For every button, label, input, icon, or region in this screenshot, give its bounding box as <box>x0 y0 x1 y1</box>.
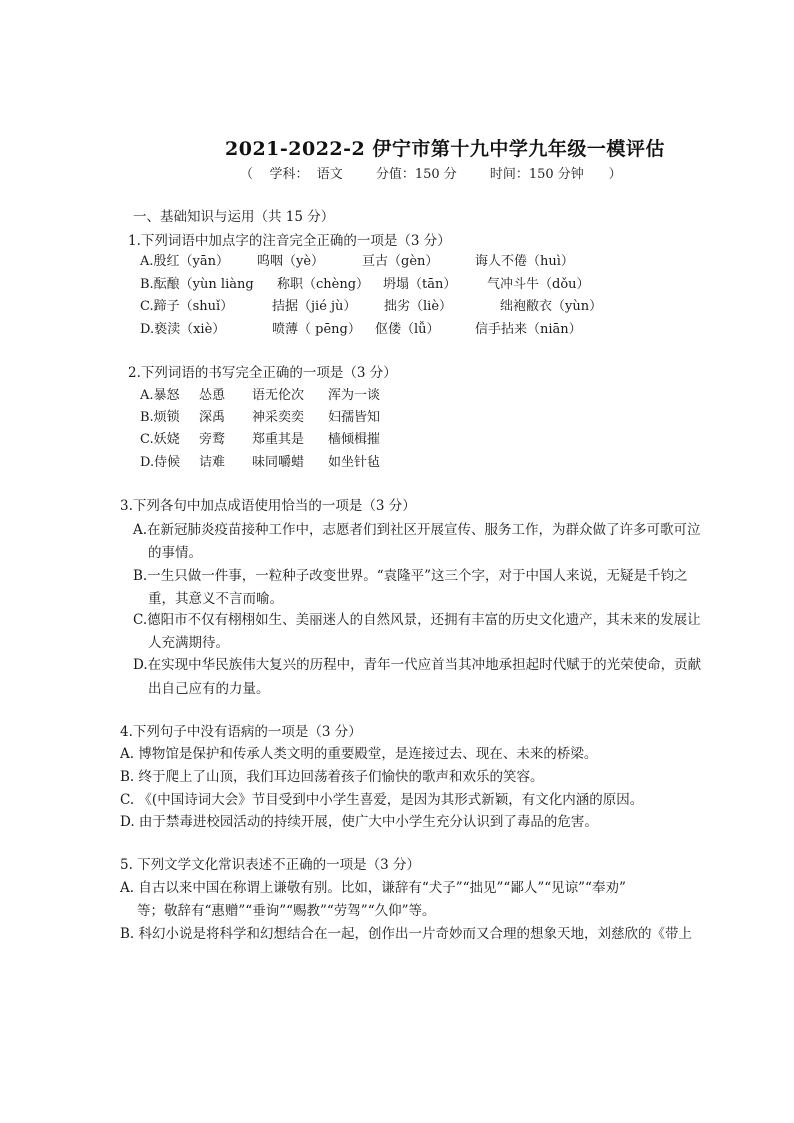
q2-c-word-4: 樯倾楫摧 <box>328 432 381 447</box>
q2-c-word-2: 旁鹜 <box>199 432 226 447</box>
q2-a-word-1: A.暴怒 <box>140 388 180 403</box>
question-3-option-c-cont: 人充满期待。 <box>148 635 229 651</box>
question-5-option-a-cont: 等；敬辞有“惠赠”“垂询”“赐教”“劳驾”“久仰”等。 <box>137 903 436 919</box>
q2-d-word-2: 诘难 <box>199 455 226 470</box>
exam-info: （ 学科： 语文 分值：150 分 时间：150 分钟 ） <box>240 167 622 182</box>
section-heading: 一、基础知识与运用（共 15 分） <box>133 209 335 225</box>
question-3-option-a-cont: 的事情。 <box>148 545 202 561</box>
question-5-stem: 5. 下列文学文化常识表述不正确的一项是（3 分） <box>120 857 421 873</box>
q1-b-word-1: B.酝酿（yùn liàng <box>140 277 254 292</box>
q1-d-word-1: D.亵渎（xiè） <box>140 322 226 337</box>
question-4-option-c: C. 《(中国诗词大会》节目受到中小学生喜爱，是因为其形式新颖，有文化内涵的原因。 <box>120 792 644 808</box>
question-3-option-b-cont: 重，其意义不言而喻。 <box>148 591 283 607</box>
question-3-option-c: C.德阳市不仅有栩栩如生、美丽迷人的自然风景，还拥有丰富的历史文化遗产，其未来的发展让 <box>133 612 701 628</box>
q1-a-word-1: A.殷红（yān） <box>140 254 229 269</box>
q2-b-word-4: 妇孺皆知 <box>328 410 381 425</box>
question-3-option-d-cont: 出自己应有的力量。 <box>148 681 270 697</box>
q2-b-word-2: 深禹 <box>199 410 226 425</box>
question-5-option-b: B. 科幻小说是将科学和幻想结合在一起，创作出一片奇妙而又合理的想象天地，刘慈欣的《带上 <box>120 926 693 942</box>
q1-a-word-3: 亘古（gèn） <box>362 254 439 269</box>
q2-d-word-4: 如坐针毡 <box>328 455 381 470</box>
q2-a-word-3: 语无伦次 <box>252 388 305 403</box>
q2-c-word-1: C.妖娆 <box>140 432 180 447</box>
q1-a-word-4: 诲人不倦（huì） <box>475 254 574 269</box>
question-4-option-b: B. 终于爬上了山顶，我们耳边回荡着孩子们愉快的歌声和欢乐的笑容。 <box>120 769 544 785</box>
question-3-option-d: D.在实现中华民族伟大复兴的历程中，青年一代应首当其冲地承担起时代赋于的光荣使命，贡献 <box>133 657 702 673</box>
q1-d-word-4: 信手拈来（niān） <box>475 322 582 337</box>
question-3-option-b: B.一生只做一件事，一粒种子改变世界。“袁隆平”这三个字，对于中国人来说，无疑是千钧之 <box>133 568 688 584</box>
question-4-stem: 4.下列句子中没有语病的一项是（3 分） <box>120 724 362 740</box>
q2-a-word-4: 浑为一谈 <box>328 388 381 403</box>
question-3-option-a: A.在新冠肺炎疫苗接种工作中，志愿者们到社区开展宣传、服务工作，为群众做了许多可歌可泣 <box>133 522 701 538</box>
q2-b-word-1: B.烦锁 <box>140 410 180 425</box>
q1-b-word-3: 坍塌（tān） <box>383 277 457 292</box>
q2-b-word-3: 神采奕奕 <box>252 410 305 425</box>
q1-d-word-3: 伛偻（lǚ） <box>375 322 440 337</box>
q1-b-word-4: 气冲斗牛（dǒu） <box>487 277 590 292</box>
q1-b-word-2: 称职（chèng） <box>277 277 370 292</box>
q2-d-word-1: D.侍候 <box>140 455 181 470</box>
question-5-option-a: A. 自古以来中国在称谓上谦敬有别。比如，谦辞有“犬子”“拙见”“鄙人”“见谅”“奉劝” <box>120 880 626 896</box>
q1-d-word-2: 喷薄（ pēng） <box>272 322 361 337</box>
question-2-stem: 2.下列词语的书写完全正确的一项是（3 分） <box>128 365 397 381</box>
q2-a-word-2: 怂恿 <box>199 388 226 403</box>
question-3-stem: 3.下列各句中加点成语使用恰当的一项是（3 分） <box>120 498 416 514</box>
question-4-option-a: A. 博物馆是保护和传承人类文明的重要殿堂，是连接过去、现在、未来的桥梁。 <box>120 746 598 762</box>
question-1-stem: 1.下列词语中加点字的注音完全正确的一项是（3 分） <box>128 233 451 249</box>
q2-d-word-3: 味同嚼蜡 <box>252 455 305 470</box>
q1-a-word-2: 呜咽（yè） <box>257 254 325 269</box>
question-4-option-d: D. 由于禁毒进校园活动的持续开展，使广大中小学生充分认识到了毒品的危害。 <box>120 814 598 830</box>
page-title: 2021-2022-2 伊宁市第十九中学九年级一模评估 <box>225 138 665 160</box>
q1-c-word-4: 绌袍敝衣（yùn） <box>500 299 603 314</box>
q2-c-word-3: 郑重其是 <box>252 432 305 447</box>
q1-c-word-3: 拙劣（liè） <box>384 299 453 314</box>
q1-c-word-1: C.蹄子（shuǐ） <box>140 299 234 314</box>
q1-c-word-2: 拮据（jié jù） <box>272 299 357 314</box>
